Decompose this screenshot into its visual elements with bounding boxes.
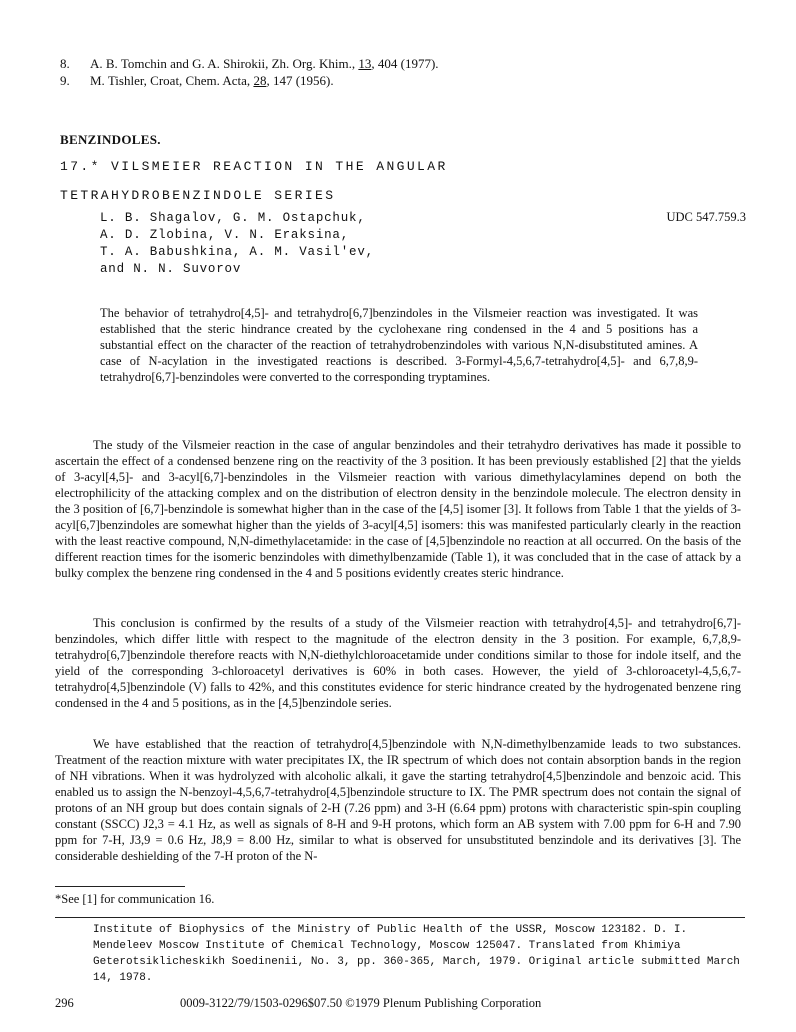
reference-text: A. B. Tomchin and G. A. Shirokii, Zh. Org. Khim., (90, 56, 359, 71)
author-list (100, 210, 374, 278)
page-number: 296 (55, 996, 74, 1010)
reference-number: 8. (60, 56, 70, 71)
abstract: The behavior of tetrahydro[4,5]- and tetrahydro[6,7]benzindoles in the Vilsmeier reaction was investigated. It was established that the steric hindrance created by the cyclohexane ring condensed in the 4 and 5 positions has a substantial effect on the character of the reaction of tetrahydrobenzindoles with various N,N-disubstituted amines. A case of N-acylation in the investigated reactions is described. 3-Formyl-4,5,6,7-tetrahydro[4,5]- and 6,7,8,9-tetrahydro[6,7]-benzindoles were converted to the corresponding tryptamines. (100, 306, 698, 384)
udc-code: UDC 547.759.3 (666, 210, 746, 224)
reference-pages: , 404 (1977). (371, 56, 439, 71)
title-line: TETRAHYDROBENZINDOLE SERIES (60, 188, 336, 203)
footnote-divider (55, 886, 185, 887)
reference-text: M. Tishler, Croat, Chem. Acta, (90, 73, 254, 88)
series-heading: BENZINDOLES. (60, 132, 161, 147)
body-paragraph: The study of the Vilsmeier reaction in the case of angular benzindoles and their tetrahydro derivatives has made it possible to ascertain the effect of a condensed benzene ring on the reactivity of the 3 position. It has been previously established [2] that the yields of 3-acyl[4,5]- and 3-acyl[6,7]-benzindoles in the Vilsmeier reaction with various dimethylacylamines depend on both the electrophilicity of the attacking complex and on the distribution of electron density in the benzindole molecule. The electron density in the 3 position of [6,7]-benzindole is somewhat higher than in the case of the [4,5] isomer [3]. It follows from Table 1 that the yields of 3-acyl[6,7]benzindoles are somewhat higher than the yields of 3-acyl[4,5] isomers: this was manifested particularly clearly in the reaction with the least reactive compound, N,N-dimethylacetamide: in the case of [4,5]benzindole no reaction at all occurred. On the basis of the different reaction times for the isomeric benzindoles with dimethylbenzamide (Table 1), it was concluded that in the case of attack by a bulky complex the benzene ring condensed in the 4 and 5 positions evidently creates steric hindrance. (55, 438, 741, 580)
reference-pages: , 147 (1956). (266, 73, 334, 88)
reference-number: 9. (60, 73, 70, 88)
author-line: L. B. Shagalov, G. M. Ostapchuk, (100, 211, 366, 225)
reference-item (60, 55, 439, 72)
body-paragraph: This conclusion is confirmed by the results of a study of the Vilsmeier reaction with tetrahydro[4,5]- and tetrahydro[6,7]-benzindoles, which differ little with respect to the magnitude of the electron density in the 3 position. For example, 6,7,8,9-tetrahydro[6,7]benzindole therefore reacts with N,N-diethylchloroacetamide under conditions similar to those for indole itself, and the yield of the corresponding 3-chloroacetyl derivatives is 60% in both cases. However, the yield of 3-chloroacetyl-4,5,6,7-tetrahydro[4,5]benzindole (V) falls to 42%, and this constitutes evidence for steric hindrance created by the hydrogenated benzene ring condensed in the 4 and 5 positions, as in the [4,5]benzindole series. (55, 616, 741, 710)
article-title (60, 152, 448, 210)
copyright-line: 0009-3122/79/1503-0296$07.50 ©1979 Plenum Publishing Corporation (180, 996, 542, 1010)
body-paragraph: We have established that the reaction of tetrahydro[4,5]benzindole with N,N-dimethylbenzamide leads to two substances. Treatment of the reaction mixture with water precipitates IX, the IR spectrum of which does not contain absorption bands in the region of NH vibrations. When it was hydrolyzed with alcoholic alkali, it gave the starting tetrahydro[4,5]benzindole and benzoic acid. This enabled us to assign the N-benzoyl-4,5,6,7-tetrahydro[4,5]benzindole structure to IX. The PMR spectrum does not contain the signal of protons of an NH group but does contain signals of 2-H (7.26 ppm) and 3-H (6.64 ppm) protons with characteristic spin-spin coupling constant (SSCC) J2,3 = 4.1 Hz, as well as signals of 8-H and 9-H protons, which form an AB system with 7.00 ppm for 6-H and 7.90 ppm for 7-H, J3,9 = 0.6 Hz, J8,9 = 8.00 Hz, similar to what is observed for unsubstituted benzindole and its derivatives [3]. The considerable deshielding of the 7-H proton of the N- (55, 737, 741, 863)
author-line: T. A. Babushkina, A. M. Vasil'ev, (100, 245, 374, 259)
footnote: *See [1] for communication 16. (55, 892, 215, 906)
reference-volume: 28 (253, 73, 267, 88)
title-line: 17.* VILSMEIER REACTION IN THE ANGULAR (60, 159, 448, 174)
reference-item (60, 72, 439, 89)
author-line: A. D. Zlobina, V. N. Eraksina, (100, 228, 350, 242)
institution-divider (55, 917, 745, 918)
institution-note: Institute of Biophysics of the Ministry of Public Health of the USSR, Moscow 123182. D. I. Mendeleev Moscow Institute of Chemical Technology, Moscow 125047. Translated from Khimiya Geterotsiklicheskikh Soedinenii, No. 3, pp. 360-365, March, 1979. Original article submitted March 14, 1978. (93, 924, 740, 984)
reference-list (60, 55, 439, 89)
reference-volume: 13 (358, 56, 372, 71)
author-line: and N. N. Suvorov (100, 262, 242, 276)
